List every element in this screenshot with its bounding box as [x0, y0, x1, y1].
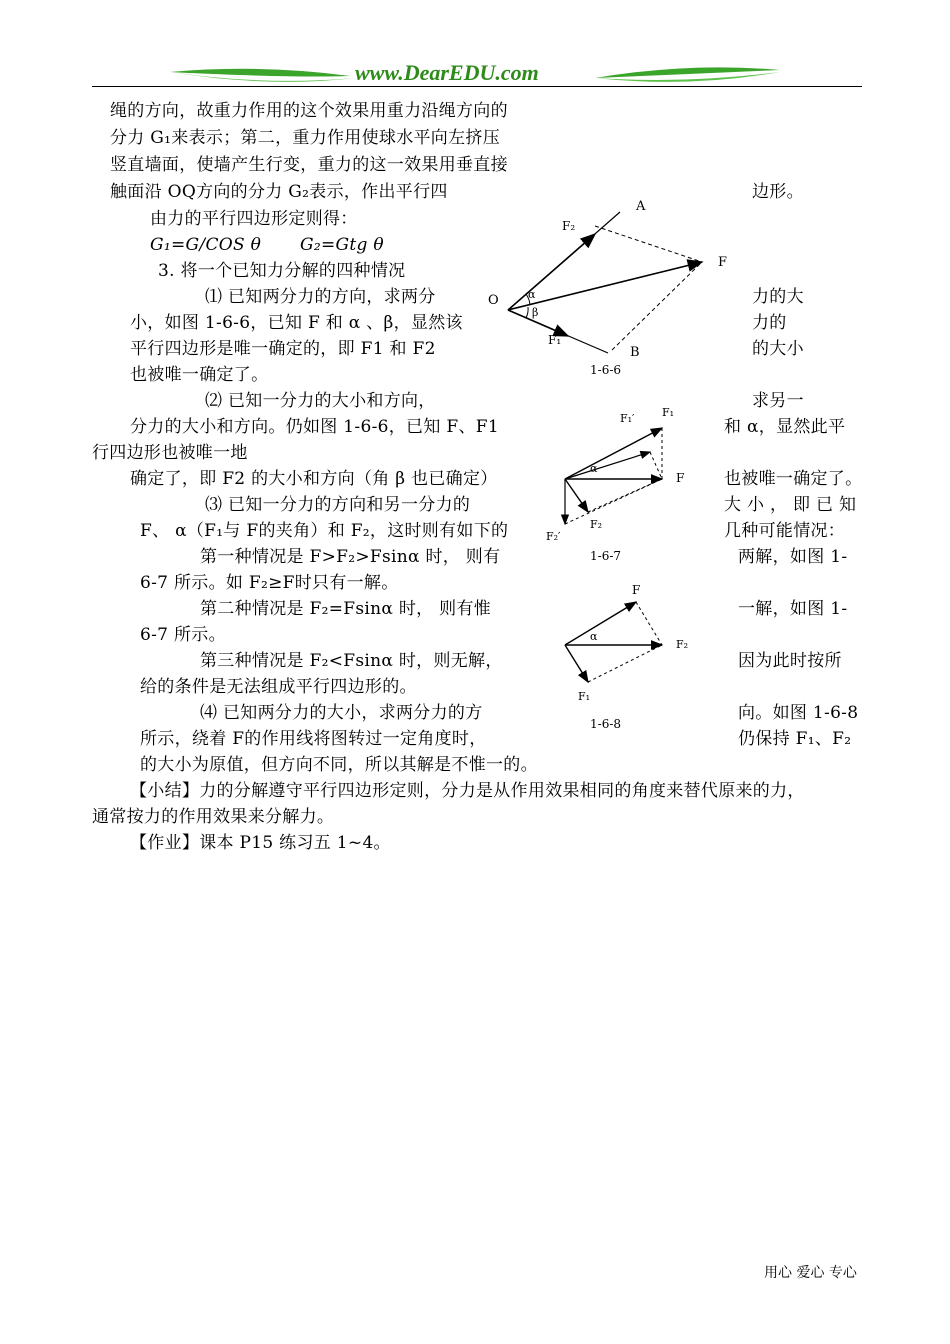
footer-text: 用心 爱心 专心 [764, 1265, 857, 1281]
text-line: 确定了，即 F2 的大小和方向（角 β 也已确定） [130, 469, 498, 489]
text-line: 大 小 ， 即 已 知 [724, 495, 857, 515]
text-line: ⑷ 已知两分力的大小，求两分力的方 [200, 703, 483, 723]
label-f: F [676, 471, 685, 485]
arrow-f2 [565, 479, 588, 512]
summary-line: 通常按力的作用效果来分解力。 [92, 807, 335, 827]
text-line: 竖直墙面，使墙产生行变，重力的这一效果用垂直接 [110, 155, 508, 175]
text-line: 分力的大小和方向。仍如图 1-6-6，已知 F、F1 [130, 417, 499, 437]
text-line: 一解，如图 1- [738, 599, 848, 619]
text-line: 第三种情况是 F₂<Fsinα 时，则无解， [200, 651, 503, 671]
arrow-f [508, 262, 702, 310]
text-line: 由力的平行四边形定则得： [150, 209, 358, 229]
label-f1: F₁ [662, 406, 675, 419]
label-f: F [632, 583, 641, 597]
dashed-line [612, 262, 702, 350]
text-line: 仍保持 F₁、F₂ [738, 729, 852, 749]
text-line: 几种可能情况： [724, 521, 846, 541]
caption-1-6-7: 1-6-7 [590, 549, 622, 563]
text-line: 6-7 所示。如 F₂≥F时只有一解。 [140, 573, 399, 593]
text-line: 的大小为原值，但方向不同，所以其解是不惟一的。 [140, 755, 538, 775]
label-f2: F₂ [562, 219, 576, 233]
label-o: O [488, 293, 499, 308]
site-logo-text[interactable]: www.DearEDU.com [355, 60, 539, 85]
text-line: 平行四边形是唯一确定的，即 F1 和 F2 [130, 339, 436, 359]
text-line: 第二种情况是 F₂=Fsinα 时， 则有惟 [200, 599, 492, 619]
label-alpha: α [590, 462, 598, 475]
arrow-f1 [565, 428, 662, 479]
caption-1-6-6: 1-6-6 [590, 363, 622, 377]
text-line: 也被唯一确定了。 [130, 365, 269, 385]
label-f2-prime: F₂′ [546, 530, 561, 543]
label-a: A [636, 199, 646, 214]
label-f: F [718, 255, 728, 270]
label-alpha: α [590, 630, 598, 643]
label-f1-prime: F₁′ [620, 412, 635, 425]
text-line: ⑶ 已知一分力的方向和另一分力的 [205, 495, 471, 515]
figure-1-6-8 [540, 578, 710, 733]
text-line: 绳的方向，故重力作用的这个效果用重力沿绳方向的 [110, 101, 508, 121]
label-f1: F₁ [578, 690, 591, 703]
text-line: ⑵ 已知一分力的大小和方向， [205, 391, 436, 411]
label-f1: F₁ [548, 333, 562, 347]
text-line: 触面沿 OQ方向的分力 G₂表示，作出平行四 [110, 182, 448, 202]
header-rule [92, 86, 862, 87]
text-line: F、 α（F₁与 F的夹角）和 F₂，这时则有如下的 [140, 521, 509, 541]
formula-g1: G₁=G/COS θ [150, 235, 262, 255]
text-line: 向。如图 1-6-8 [738, 703, 859, 723]
text-line: 第一种情况是 F>F₂>Fsinα 时， 则有 [200, 547, 501, 567]
text-line: 6-7 所示。 [140, 625, 226, 645]
text-line: 的大小 [752, 339, 804, 359]
homework-line: 【作业】课本 P15 练习五 1~4。 [130, 833, 391, 853]
text-line: 求另一 [752, 391, 804, 411]
text-line: 行四边形也被唯一地 [92, 443, 248, 463]
text-line: 边形。 [752, 182, 804, 202]
summary-line: 【小结】力的分解遵守平行四边形定则，分力是从作用效果相同的角度来替代原来的力， [130, 781, 805, 801]
text-line: 和 α，显然此平 [724, 417, 846, 437]
caption-1-6-8: 1-6-8 [590, 717, 622, 731]
dashed-line [595, 226, 702, 262]
label-alpha: α [528, 288, 536, 301]
arrow-f [565, 602, 636, 645]
text-line: 也被唯一确定了。 [724, 469, 863, 489]
formula-g2: G₂=Gtg θ [300, 235, 384, 255]
section-heading: 3. 将一个已知力分解的四种情况 [158, 261, 406, 281]
figure-1-6-7 [540, 400, 710, 565]
label-b: B [630, 345, 640, 360]
text-line: 给的条件是无法组成平行四边形的。 [140, 677, 417, 697]
text-line: 因为此时按所 [738, 651, 842, 671]
text-line: 分力 G₁来表示；第二，重力作用使球水平向左挤压 [110, 128, 500, 148]
label-beta: β [532, 306, 539, 319]
text-line: ⑴ 已知两分力的方向，求两分 [205, 287, 436, 307]
text-line: 力的大 [752, 287, 804, 307]
text-line: 力的 [752, 313, 787, 333]
text-line: 小，如图 1-6-6，已知 F 和 α 、β，显然该 [130, 313, 463, 333]
arrow-f1 [565, 645, 588, 682]
figure-1-6-6 [480, 190, 740, 380]
label-f2: F₂ [590, 518, 603, 531]
label-f2: F₂ [676, 638, 689, 651]
text-line: 所示，绕着 F的作用线将图转过一定角度时， [140, 729, 487, 749]
text-line: 两解，如图 1- [738, 547, 848, 567]
